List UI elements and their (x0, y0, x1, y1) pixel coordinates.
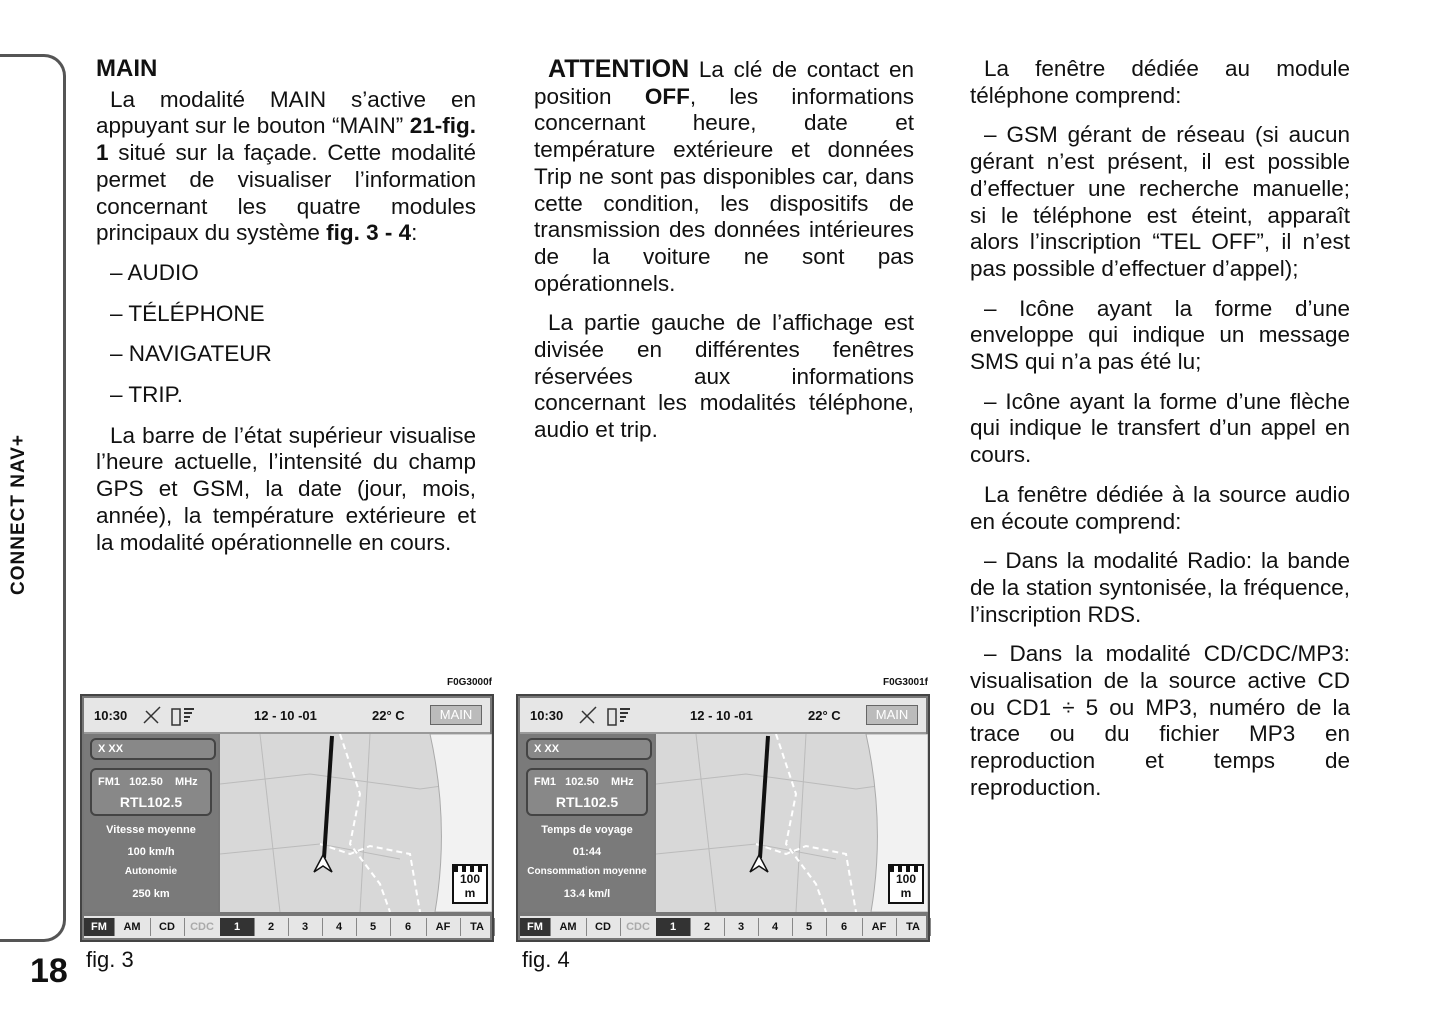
date: 12 - 10 -01 (254, 708, 317, 723)
column-2 (534, 56, 914, 457)
preset-button[interactable]: CDC (620, 918, 657, 936)
trip-label: Temps de voyage (541, 824, 633, 836)
text: , les informations concernant heure, date et température extérieure et données Trip ne sont pas disponibles car, dans cette condition, les dispositifs de transmission des données intérieures de la voiture ne sont pas opérationnels. (534, 83, 914, 296)
preset-button[interactable]: CDC (184, 918, 221, 936)
preset-button[interactable]: AF (862, 918, 897, 936)
main-button[interactable]: MAIN (866, 705, 918, 725)
button-bar (520, 916, 926, 938)
preset-button[interactable]: 1 (656, 918, 691, 936)
phone-window: X XX (526, 738, 652, 760)
clock: 10:30 (94, 708, 128, 723)
paragraph: – Icône ayant la forme d’une enveloppe qui indique un message SMS qui n’a pas été lu; (970, 295, 1350, 375)
text: situé sur la façade. Cette modalité permet de visualiser l’information concernant les quatre modules principaux du système (96, 140, 476, 246)
page-number: 18 (30, 952, 68, 990)
preset-button[interactable]: 2 (690, 918, 725, 936)
preset-button[interactable]: FM (84, 918, 115, 936)
gps-gsm-signal-icon (578, 703, 638, 727)
paragraph: La barre de l’état supérieur visualise l’heure actuelle, l’intensité du champ GPS et GSM, la date (jour, mois, année), la température extérieure et la modalité opérationnelle en cours. (96, 422, 476, 555)
preset-button[interactable]: 4 (322, 918, 357, 936)
paragraph (534, 56, 914, 297)
paragraph: La partie gauche de l’affichage est divisée en différentes fenêtres réservées aux informations concernant les modalités téléphone, audio et trip. (534, 310, 914, 443)
rds-name: RTL102.5 (555, 794, 619, 810)
preset-button[interactable]: 4 (758, 918, 793, 936)
paragraph: – Icône ayant la forme d’une flèche qui indique le transfert d’un appel en cours. (970, 388, 1350, 468)
section-heading: MAIN (96, 55, 158, 82)
info-panel (84, 734, 218, 912)
vehicle-arrow-icon (312, 854, 334, 874)
paragraph: – GSM gérant de réseau (si aucun gérant n’est présent, il est possible d’effectuer une recherche manuelle; si le téléphone est éteint, apparaît alors l’inscription “TEL OFF”, il n’est pas possible d’effectuer d’appel); (970, 122, 1350, 281)
status-bar (84, 698, 490, 734)
list-item: – NAVIGATEUR (110, 341, 272, 367)
station-line: FM1 102.50 MHz (98, 776, 198, 788)
info-panel (520, 734, 654, 912)
trip-label: Autonomie (124, 866, 178, 877)
text: La clé de contact en position (534, 57, 914, 109)
map-scale[interactable] (452, 864, 488, 904)
text: La modalité MAIN s’active en appuyant sur le bouton “MAIN” (96, 86, 476, 139)
preset-button[interactable]: AF (426, 918, 461, 936)
preset-button[interactable]: TA (460, 918, 495, 936)
scale-value: 100 (895, 872, 917, 886)
preset-button[interactable]: 1 (220, 918, 255, 936)
column-3 (970, 56, 1350, 815)
audio-window (526, 768, 648, 816)
date: 12 - 10 -01 (690, 708, 753, 723)
preset-button[interactable]: 6 (826, 918, 863, 936)
preset-button[interactable]: 5 (356, 918, 391, 936)
attention-label: ATTENTION (548, 55, 690, 83)
clock: 10:30 (530, 708, 564, 723)
scale-value: 100 (459, 872, 481, 886)
fig-ref: 21-fig. 1 (96, 113, 476, 166)
preset-button[interactable]: 2 (254, 918, 289, 936)
trip-label: Consommation moyenne (527, 866, 647, 877)
scale-unit: m (464, 886, 476, 900)
fig-ref: fig. 3 - 4 (326, 220, 412, 246)
nav-screen (516, 694, 930, 942)
paragraph (96, 87, 476, 247)
status-bar (520, 698, 926, 734)
preset-button[interactable]: AM (114, 918, 151, 936)
paragraph: – Dans la modalité CD/CDC/MP3: visualisation de la source active CD ou CD1 ÷ 5 ou MP3, numéro de la trace ou du fichier MP3 en reproduction et temps de reproduction. (970, 641, 1350, 800)
phone-window: X XX (90, 738, 216, 760)
trip-value: 100 km/h (127, 846, 175, 858)
preset-button[interactable]: FM (520, 918, 551, 936)
vehicle-arrow-icon (748, 854, 770, 874)
map-view[interactable] (656, 734, 928, 912)
main-button[interactable]: MAIN (430, 705, 482, 725)
rds-name: RTL102.5 (119, 794, 183, 810)
trip-value: 250 km (132, 888, 170, 900)
paragraph: La fenêtre dédiée au module téléphone comprend: (970, 56, 1350, 108)
paragraph: – Dans la modalité Radio: la bande de la station syntonisée, la fréquence, l’inscription RDS. (970, 548, 1350, 627)
paragraph: La fenêtre dédiée à la source audio en écoute comprend: (970, 481, 1350, 534)
gps-gsm-signal-icon (142, 703, 202, 727)
preset-button[interactable]: 3 (288, 918, 323, 936)
trip-value: 13.4 km/l (563, 888, 611, 900)
off-label: OFF (644, 83, 690, 109)
map-scale[interactable] (888, 864, 924, 904)
list-item: – TRIP. (110, 382, 183, 408)
preset-button[interactable]: TA (896, 918, 931, 936)
preset-button[interactable]: CD (150, 918, 185, 936)
preset-button[interactable]: 5 (792, 918, 827, 936)
trip-label: Vitesse moyenne (106, 824, 196, 836)
temperature: 22° C (372, 708, 405, 723)
preset-button[interactable]: 3 (724, 918, 759, 936)
nav-screen (80, 694, 494, 942)
column-1 (96, 56, 476, 569)
trip-value: 01:44 (572, 846, 602, 858)
audio-window (90, 768, 212, 816)
station-line: FM1 102.50 MHz (534, 776, 634, 788)
figure-code: F0G3001f (882, 677, 928, 688)
figure-caption: fig. 4 (522, 947, 570, 972)
text: : (411, 220, 418, 246)
preset-button[interactable]: 6 (390, 918, 427, 936)
button-bar (84, 916, 490, 938)
map-view[interactable] (220, 734, 492, 912)
list-item: – TÉLÉPHONE (110, 300, 265, 326)
scale-unit: m (900, 886, 912, 900)
preset-button[interactable]: CD (586, 918, 621, 936)
figure-caption: fig. 3 (86, 947, 134, 972)
temperature: 22° C (808, 708, 841, 723)
figure-code: F0G3000f (446, 677, 492, 688)
list-item: – AUDIO (110, 259, 199, 285)
preset-button[interactable]: AM (550, 918, 587, 936)
